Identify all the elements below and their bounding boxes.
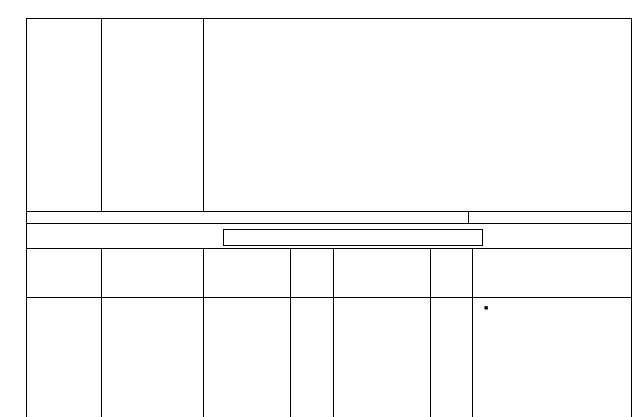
col-divider-a bbox=[101, 248, 102, 417]
table-border-left bbox=[26, 18, 27, 417]
lesson-days-divider bbox=[468, 211, 469, 223]
header-row-top bbox=[26, 248, 632, 249]
col-divider-d bbox=[333, 248, 334, 417]
col-divider-b bbox=[203, 248, 204, 417]
lesson-bar bbox=[27, 211, 627, 223]
header-row-bottom bbox=[26, 297, 632, 298]
empty-text-box bbox=[223, 229, 483, 246]
col-divider-c bbox=[290, 248, 291, 417]
col-divider-1 bbox=[101, 18, 102, 211]
lesson-bar-bottom bbox=[26, 223, 632, 224]
col-divider-f bbox=[472, 248, 473, 417]
row-divider-top bbox=[26, 18, 632, 19]
col-divider-e bbox=[430, 248, 431, 417]
bullet-icon: ■ bbox=[484, 304, 489, 312]
col-divider-2 bbox=[203, 18, 204, 211]
table-border-right bbox=[631, 18, 632, 417]
lesson-bar-top bbox=[26, 211, 632, 212]
